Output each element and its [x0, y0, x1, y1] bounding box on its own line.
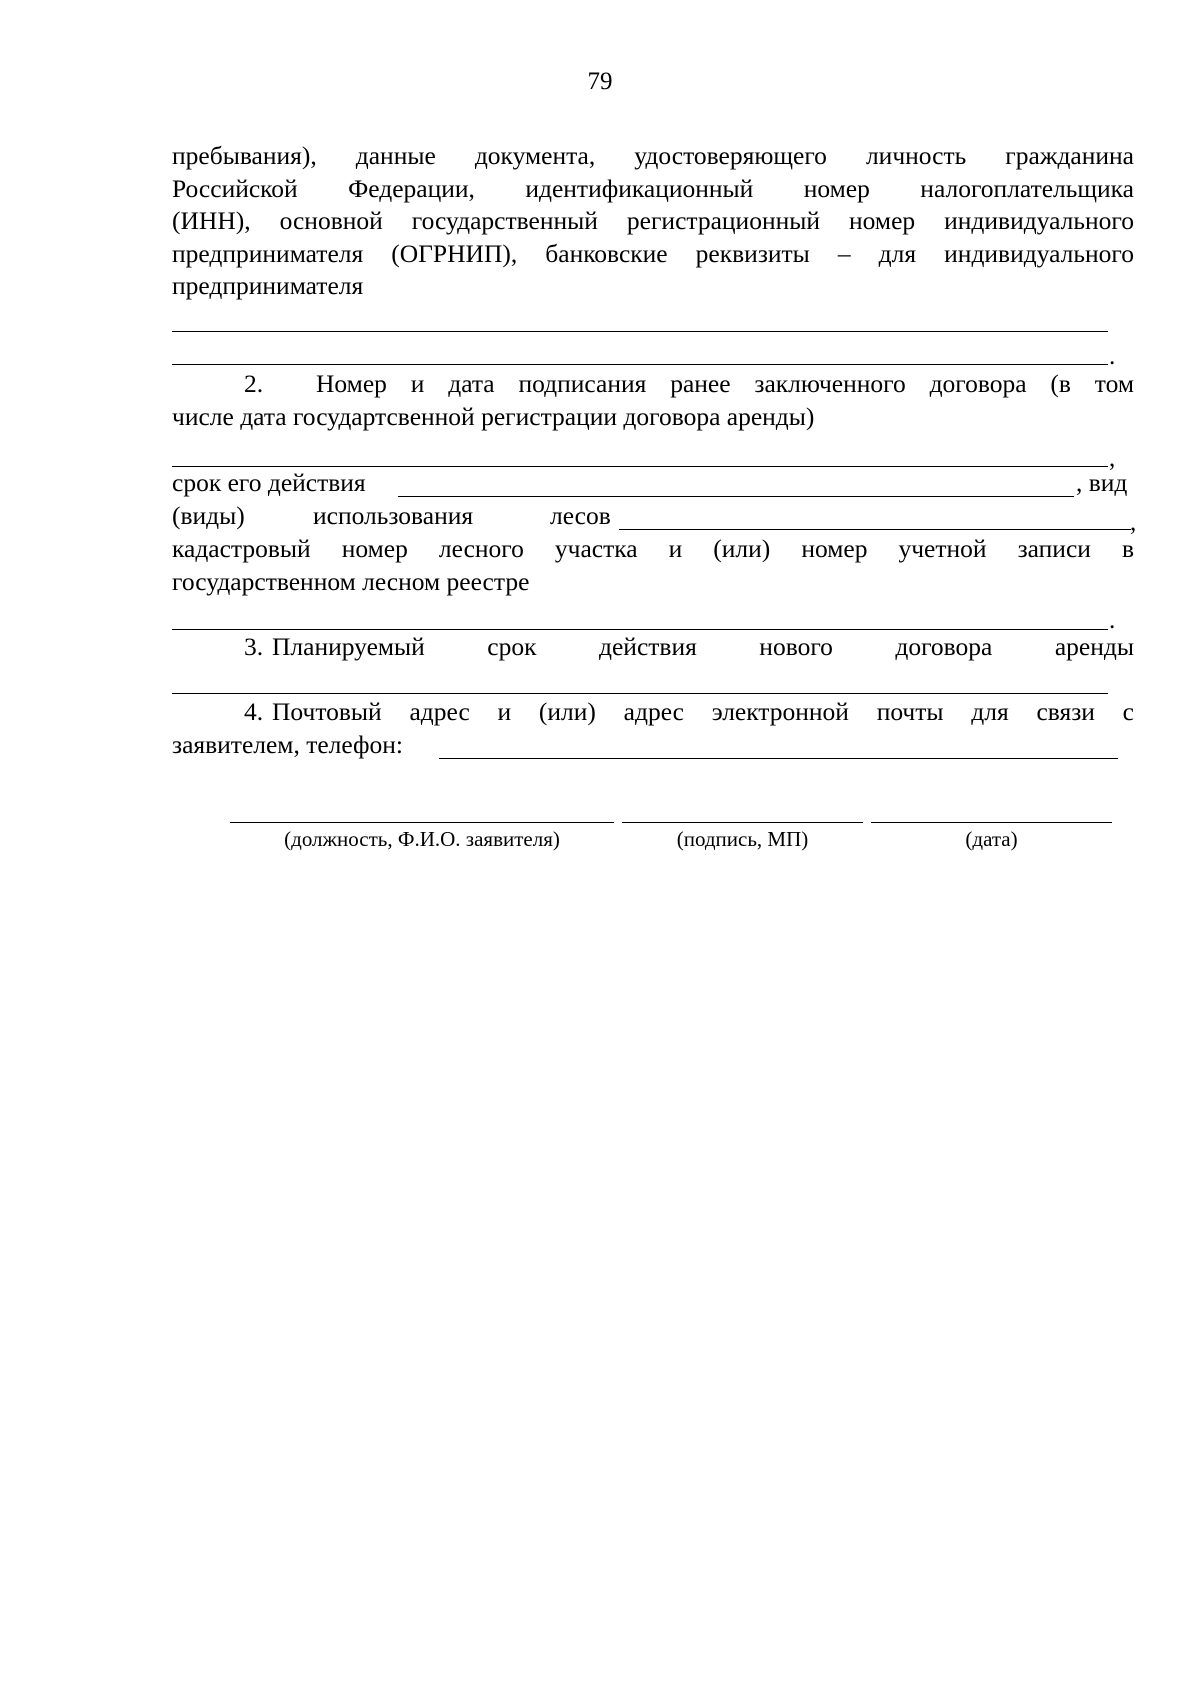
position-caption: (должность, Ф.И.О. заявителя): [284, 827, 560, 851]
intro-line-1: пребывания), данные документа, удостоверяющего личность гражданина: [172, 141, 1134, 170]
intro-paragraph: [172, 140, 1134, 303]
signature-caption: (подпись, МП): [676, 827, 809, 851]
intro-fill-line-1[interactable]: [172, 331, 1108, 332]
item2-text-line-1: Номер и дата подписания ранее заключенного договора (в том: [316, 369, 1134, 398]
signature-line-signature[interactable]: [622, 822, 863, 823]
item2-number: 2.: [244, 369, 264, 398]
item2-type-label: , вид: [1076, 468, 1128, 497]
signature-line-date[interactable]: [871, 822, 1112, 823]
item2-fill-line-cadastral[interactable]: [172, 629, 1108, 630]
item4-fill-line-contacts[interactable]: [439, 758, 1118, 759]
intro-line-4: предпринимателя (ОГРНИП), банковские реквизиты – для индивидуального: [172, 238, 1134, 268]
page-number: 79: [587, 68, 613, 95]
intro-end-mark: .: [1109, 343, 1116, 370]
intro-fill-line-2[interactable]: [172, 364, 1108, 365]
item2-cadastral-line-1: кадастровый номер лесного участка и (или) номер учетной записи в: [172, 534, 1134, 563]
item2-usage-label-a: (виды): [172, 501, 245, 530]
item2-fill-line-usage[interactable]: [619, 529, 1131, 530]
intro-line-3: (ИНН), основной государственный регистрационный номер индивидуального: [172, 206, 1134, 235]
item4-number: 4.: [244, 697, 264, 726]
item4-text-line-2: заявителем, телефон:: [172, 730, 404, 759]
item2-comma-1: ,: [1109, 445, 1116, 472]
date-caption: (дата): [965, 827, 1018, 851]
item2-cadastral-line-2: государственном лесном реестре: [172, 566, 530, 596]
item4-row: [172, 696, 1134, 729]
item2-comma-2: ,: [1130, 509, 1137, 536]
item2-text-line-2: числе дата государтсвенной регистрации договора аренды): [172, 402, 815, 431]
item3-number: 3.: [244, 632, 264, 661]
intro-line-5: предпринимателя: [172, 271, 364, 300]
item2-fill-line-term[interactable]: [398, 496, 1074, 497]
item2-end-mark: .: [1109, 607, 1116, 634]
item3-fill-line[interactable]: [172, 693, 1108, 694]
item2-cadastral-paragraph: [172, 533, 1134, 598]
item2-first-line: [172, 368, 1134, 401]
item2-usage-label-c: лесов: [550, 501, 611, 530]
signature-line-position[interactable]: [230, 822, 614, 823]
item3-row: [172, 631, 1134, 664]
item3-text: Планируемый срок действия нового договора аренды: [272, 632, 1134, 661]
item2-term-label: срок его действия: [172, 468, 366, 497]
item4-text-line-1: Почтовый адрес и (или) адрес электронной почты для связи с: [272, 697, 1134, 726]
intro-line-2: Российской Федерации, идентификационный номер налогоплательщика: [172, 173, 1134, 203]
item2-usage-label-b: использования: [313, 501, 474, 530]
